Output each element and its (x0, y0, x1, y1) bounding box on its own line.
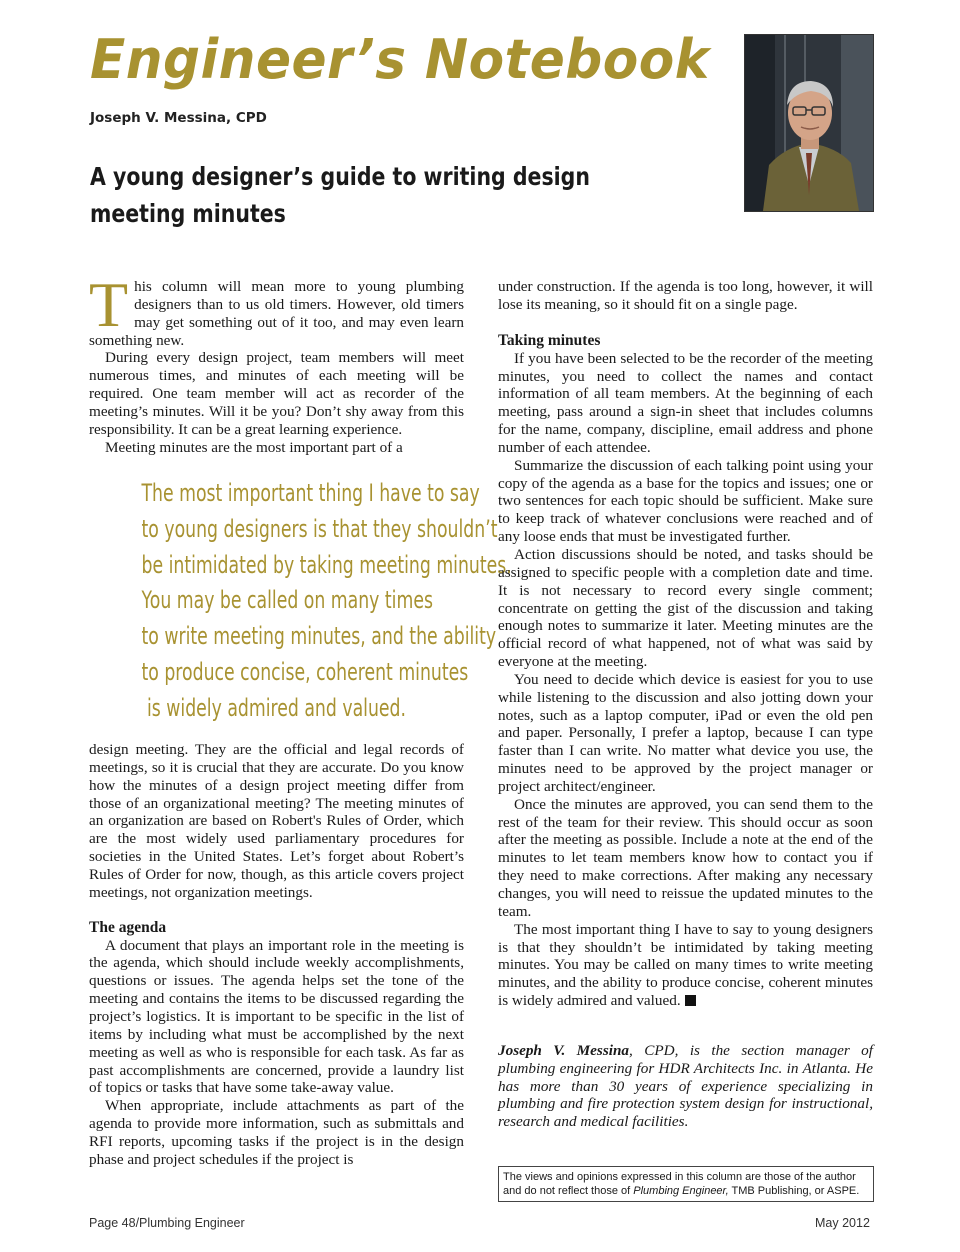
paragraph: Meeting minutes are the most important part of a (105, 438, 403, 456)
disclaimer-text-end: TMB Publishing, or ASPE. (728, 1185, 860, 1197)
intro-paragraph-text: his column will mean more to young plumbing designers than to us old timers. However, old timers may get something out of it too, and may even learn something new. (89, 278, 464, 349)
pull-quote-line: to produce concise, coherent minutes (141, 657, 469, 686)
final-paragraph (498, 921, 873, 1010)
paragraph: When appropriate, include attachments as part of the agenda to provide more information, such as submittals and RFI reports, upcoming tasks if the project is in the design phase and project schedules if the project is (89, 1097, 464, 1168)
headline-line-1: A young designer’s guide to writing design (90, 162, 590, 191)
column-2 (498, 278, 873, 1010)
paragraph: A document that plays an important role in the meeting is the agenda, which should include weekly accomplishments, questions or issues. The agenda helps set the tone of the meeting and contains the items to be discussed regarding the project’s logistics. It is important to be specific in the list of items by including what must be accomplished by the next meeting as well as who is responsible for each task. As far as past accomplishments are concerned, provide a laundry list of topics or tasks that have some take-away value. (89, 936, 464, 1097)
author-bio (498, 1042, 873, 1131)
paragraph: During every design project, team members will meet numerous times, and minutes of each meeting will be required. One team member will act as recorder of the meeting’s minutes. Will it be you? Don’t shy away from this responsibility. It can be a great learning experience. (89, 349, 464, 438)
author-photo (744, 34, 874, 212)
disclaimer-box (498, 1166, 874, 1202)
paragraph: under construction. If the agenda is too long, however, it will lose its meaning, so it should fit on a single page. (498, 278, 873, 313)
column-1-top (89, 269, 464, 456)
article-headline (90, 158, 590, 232)
footer-date: May 2012 (815, 1216, 870, 1230)
author-byline: Joseph V. Messina, CPD (90, 110, 267, 126)
bio-author-name: Joseph V. Messina (498, 1042, 630, 1059)
disclaimer-publication: Plumbing Engineer, (633, 1185, 729, 1197)
paragraph: Summarize the discussion of each talking point using your copy of the agenda as a base for the topics and issues; one or two sentences for each topic should be sufficient. Make sure to keep track of whatever conclusions were reached and of any loose ends that must be investigated further. (498, 456, 873, 546)
headline-line-2: meeting minutes (90, 199, 286, 228)
pull-quote-line: is widely admired and valued. (146, 693, 407, 722)
final-paragraph-text: The most important thing I have to say to young designers is that they shouldn’t be intimidated by taking meeting minutes. You may be called on many times to write meeting minutes, and the ability to produce concise, coherent minutes is widely admired and valued. (498, 920, 873, 1010)
end-mark-icon (685, 995, 696, 1006)
footer-page-number: Page 48/Plumbing Engineer (89, 1216, 245, 1230)
pull-quote-line: be intimidated by taking meeting minutes. (141, 550, 512, 579)
masthead-title: Engineer’s Notebook (90, 28, 710, 91)
pull-quote-line: to write meeting minutes, and the ability (141, 622, 497, 651)
section-heading-taking-minutes: Taking minutes (498, 331, 601, 349)
pull-quote (89, 476, 512, 727)
pull-quote-line: The most important thing I have to say (141, 479, 480, 507)
drop-cap: T (89, 269, 129, 340)
pull-quote-line: to young designers is that they shouldn’t (141, 514, 498, 543)
pull-quote-line: You may be called on many times (141, 586, 433, 615)
paragraph: design meeting. They are the official and legal records of meetings, so it is crucial that they are accurate. Do you know how the minutes of a design project meeting differ from those of an organizational meeting? The meeting minutes of an organization are based on Robert's Rules of Order, which are the most widely used parliamentary procedures for societies in the United States. Let’s forget about Robert’s Rules of Order for now, though, as this article covers project meetings, not organization meetings. (89, 741, 464, 901)
paragraph: Action discussions should be noted, and tasks should be assigned to specific people with a completion date and time. It is not necessary to record every single comment; concentrate on getting the gist of the discussion and taking enough notes to summarize it later. Meeting minutes are the official record of what happened, not of what was said by everyone at the meeting. (498, 545, 873, 671)
section-heading-agenda: The agenda (89, 918, 167, 936)
paragraph: You need to decide which device is easiest for you to use while listening to the discussion and also jotting down your notes, such as a laptop computer, iPad or even the old pen and paper. Personally, I prefer a laptop, because I can type faster than I can write. No matter what device you use, the minutes need to be approved by the project manager or project architect/engineer. (498, 670, 873, 795)
disclaimer-text: The views and opinions expressed in this column are those of the author and do not reflect those of (503, 1171, 856, 1197)
bio-text: , CPD, is the section manager of plumbing engineering for HDR Architects Inc. in Atlanta. He has more than 30 years of experience specializing in plumbing and fire protection system design for instructional, research and medical facilities. (498, 1042, 873, 1131)
paragraph: Once the minutes are approved, you can send them to the rest of the team for their review. This should occur as soon after the meeting as possible. Include a note at the end of the minutes to let team members know how to contact you if they need to make corrections. After making any necessary changes, you will need to reissue the updated minutes to the team. (498, 795, 873, 920)
paragraph: If you have been selected to be the recorder of the meeting minutes, you need to collect the names and contact information of all team members. At the beginning of each meeting, pass around a sign-in sheet that includes columns for the name, company, discipline, email address and phone number of each attendee. (498, 349, 873, 456)
intro-paragraph (89, 269, 464, 349)
author-portrait-image (745, 35, 873, 211)
column-1-bottom (89, 741, 464, 1169)
